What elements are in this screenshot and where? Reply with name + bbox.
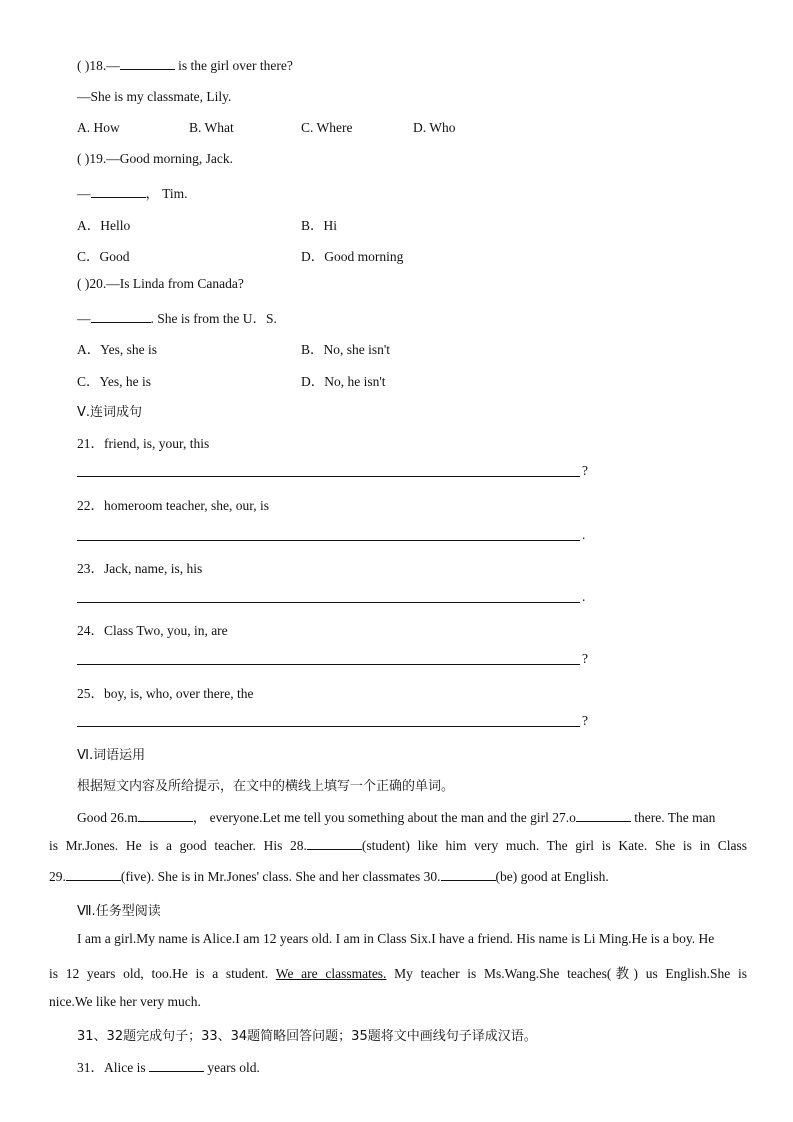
q18-stem-suffix: is the girl over there? <box>174 58 293 73</box>
q19-option-b[interactable]: B．Hi <box>301 218 338 233</box>
text-fragment: My teacher is Ms.Wang.She teaches(教) us English.She is <box>386 966 747 981</box>
text-fragment: years old. <box>204 1060 260 1075</box>
text-fragment: (student) like him very much. The girl is Kate. She is in Class <box>361 838 748 853</box>
q27-answer-blank[interactable] <box>576 810 631 822</box>
section6-passage-line-2 <box>49 838 747 854</box>
q21-end-mark: ? <box>582 463 588 478</box>
q20-option-a[interactable]: A．Yes, she is <box>77 342 158 357</box>
q18-option-c[interactable]: C. Where <box>301 120 353 135</box>
q31-answer-blank[interactable] <box>149 1060 204 1072</box>
q23-end-mark: . <box>582 589 586 604</box>
q31-stem <box>77 1056 260 1076</box>
q21-answer-line[interactable] <box>77 475 580 477</box>
q25-answer-line[interactable] <box>77 725 580 727</box>
q20-stem: ( )20.—Is Linda from Canada? <box>77 276 244 291</box>
q18-answer-blank[interactable] <box>120 58 175 70</box>
q19-reply-prefix: — <box>77 186 91 201</box>
q20-reply-suffix: . She is from the U．S. <box>150 311 277 326</box>
q19-option-c[interactable]: C．Good <box>77 249 130 264</box>
q28-answer-blank[interactable] <box>307 838 362 850</box>
text-fragment: (be) good at English. <box>495 869 609 884</box>
section6-instruction: 根据短文内容及所给提示，在文中的横线上填写一个正确的单词。 <box>77 779 455 794</box>
q18-option-b[interactable]: B. What <box>189 120 234 135</box>
q19-option-d[interactable]: D．Good morning <box>301 249 404 264</box>
q18-option-a[interactable]: A. How <box>77 120 120 135</box>
q24-prompt: 24．Class Two, you, in, are <box>77 623 228 638</box>
text-fragment: (five). She is in Mr.Jones' class. She and her classmates 30. <box>120 869 441 884</box>
q24-answer-line[interactable] <box>77 663 580 665</box>
q20-option-b[interactable]: B．No, she isn't <box>301 342 391 357</box>
q19-answer-blank[interactable] <box>91 186 146 198</box>
section7-passage-line-2 <box>49 962 747 982</box>
q22-prompt: 22．homeroom teacher, she, our, is <box>77 498 269 513</box>
text-fragment: is Mr.Jones. He is a good teacher. His 28. <box>49 838 307 853</box>
section5-title: Ⅴ.连词成句 <box>77 405 143 420</box>
q18-reply: —She is my classmate, Lily. <box>77 89 232 104</box>
q19-option-a[interactable]: A．Hello <box>77 218 131 233</box>
text-fragment: Good 26.m <box>77 810 138 825</box>
q21-prompt: 21．friend, is, your, this <box>77 436 210 451</box>
q18-option-d[interactable]: D. Who <box>413 120 456 135</box>
section7-instruction: 31、32题完成句子；33、34题简略回答问题；35题将文中画线句子译成汉语。 <box>77 1029 537 1044</box>
underlined-sentence: We are classmates. <box>275 966 387 981</box>
q19-stem: ( )19.—Good morning, Jack. <box>77 151 233 166</box>
section6-passage-line-3 <box>49 869 609 885</box>
section7-title: Ⅶ.任务型阅读 <box>77 904 161 919</box>
q20-reply-prefix: — <box>77 311 91 326</box>
text-fragment: ， everyone.Let me tell you something about the man and the girl 27.o <box>192 810 576 825</box>
q20-answer-blank[interactable] <box>91 311 151 323</box>
q25-prompt: 25．boy, is, who, over there, the <box>77 686 254 701</box>
q30-answer-blank[interactable] <box>441 869 496 881</box>
section6-passage-line-1 <box>77 806 715 826</box>
q20-option-d[interactable]: D．No, he isn't <box>301 374 386 389</box>
q19-reply-suffix: ， Tim. <box>145 186 188 201</box>
q19-reply <box>77 182 188 202</box>
q29-answer-blank[interactable] <box>66 869 121 881</box>
q18-stem <box>77 58 293 74</box>
q20-reply <box>77 307 277 327</box>
text-fragment: is 12 years old, too.He is a student. <box>49 966 276 981</box>
q26-answer-blank[interactable] <box>138 810 193 822</box>
q24-end-mark: ? <box>582 651 588 666</box>
section7-passage-line-3: nice.We like her very much. <box>49 994 201 1009</box>
section7-passage-line-1: I am a girl.My name is Alice.I am 12 years old. I am in Class Six.I have a friend. His name is Li Ming.He is a boy. He <box>77 931 715 946</box>
section6-title: Ⅵ.词语运用 <box>77 748 146 763</box>
q23-prompt: 23．Jack, name, is, his <box>77 561 203 576</box>
q23-answer-line[interactable] <box>77 601 580 603</box>
text-fragment: there. The man <box>630 810 716 825</box>
q20-option-c[interactable]: C．Yes, he is <box>77 374 152 389</box>
text-fragment: 29. <box>49 869 66 884</box>
q22-end-mark: . <box>582 527 586 542</box>
q22-answer-line[interactable] <box>77 539 580 541</box>
q25-end-mark: ? <box>582 713 588 728</box>
q18-stem-prefix: ( )18.— <box>77 58 120 73</box>
text-fragment: 31．Alice is <box>77 1060 149 1075</box>
